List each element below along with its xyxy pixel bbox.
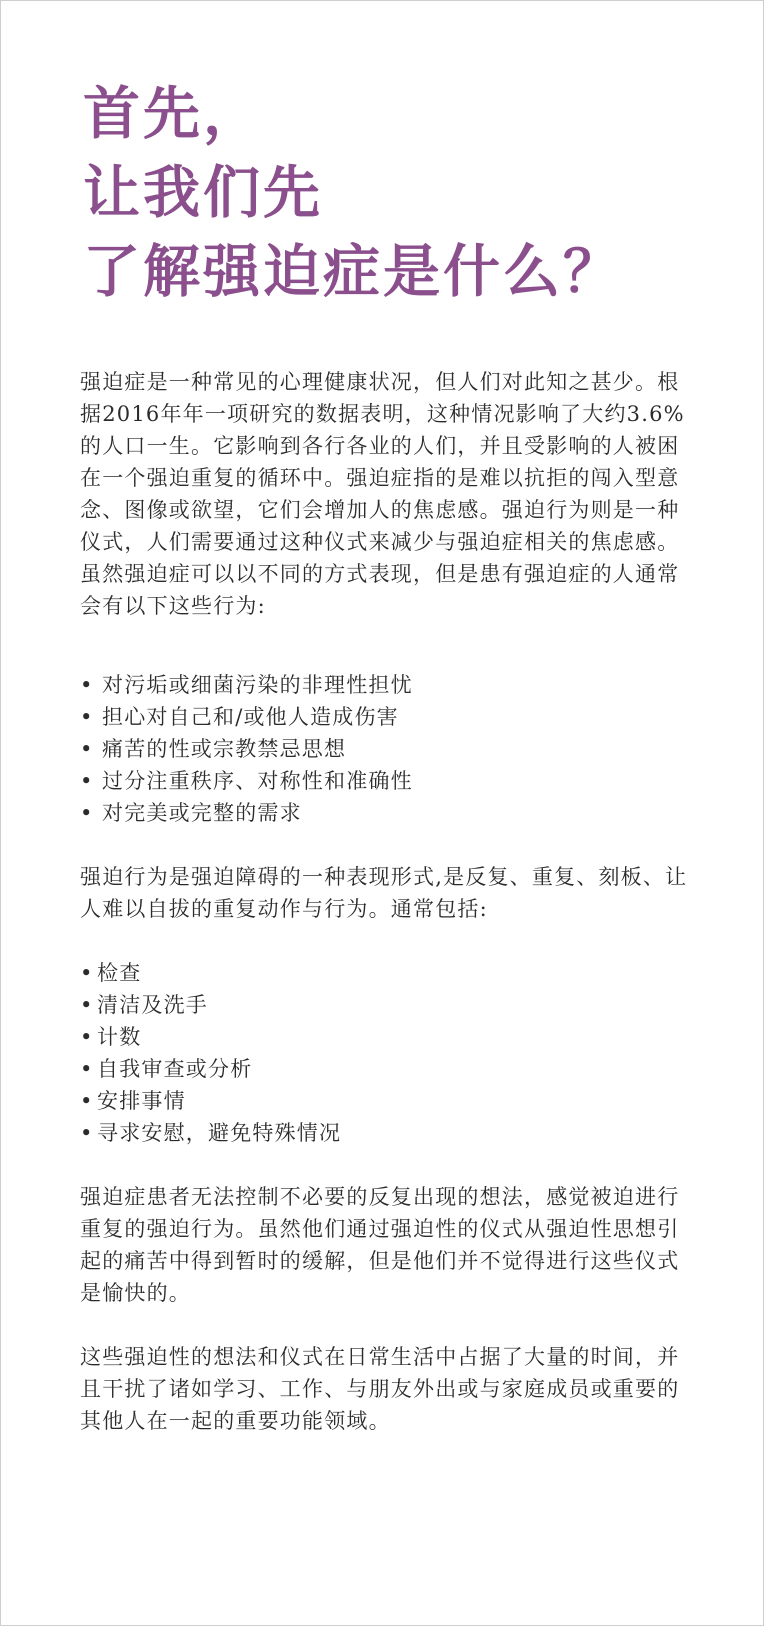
list-item: • 担心对自己和/或他人造成伤害 [80, 701, 700, 733]
obsessions-list [80, 669, 700, 829]
bullet-icon: • [80, 1057, 94, 1081]
list-item: • 计数 [80, 1021, 700, 1053]
bullet-icon: • [80, 801, 94, 825]
bullet-icon: • [80, 673, 94, 697]
list-item: • 寻求安慰，避免特殊情况 [80, 1117, 700, 1149]
title-line-1: 首先， [83, 81, 263, 147]
title-line-2: 让我们先 [83, 160, 323, 226]
list-item: • 安排事情 [80, 1085, 700, 1117]
bullet-icon: • [80, 1025, 94, 1049]
intro-paragraph: 强迫症是一种常见的心理健康状况，但人们对此知之甚少。根据2016年年一项研究的数据表明，这种情况影响了大约3.6% 的人口一生。它影响到各行各业的人们，并且受影响的人被困在一个强迫重复的循环中。强迫症指的是难以抗拒的闯入型意念、图像或欲望，它们会增加人的焦虑感。强迫行为则是一种仪式，人们需要通过这种仪式来减少与强迫症相关的焦虑感。虽然强迫症可以以不同的方式表现，但是患有强迫症的人通常会有以下这些行为: [80, 370, 685, 618]
paragraph-3: 强迫症患者无法控制不必要的反复出现的想法，感觉被迫进行重复的强迫行为。虽然他们通过强迫性的仪式从强迫性思想引起的痛苦中得到暂时的缓解，但是他们并不觉得进行这些仪式是愉快的。 [80, 1185, 680, 1305]
bullet-icon: • [80, 769, 94, 793]
list-item: • 过分注重秩序、对称性和准确性 [80, 765, 700, 797]
bullet-icon: • [80, 705, 94, 729]
bullet-icon: • [80, 993, 94, 1017]
page-title [83, 75, 623, 312]
list-item: • 检查 [80, 957, 700, 989]
list-item: • 清洁及洗手 [80, 989, 700, 1021]
list-item: • 痛苦的性或宗教禁忌思想 [80, 733, 700, 765]
compulsions-paragraph: 强迫行为是强迫障碍的一种表现形式,是反复、重复、刻板、让人难以自拔的重复动作与行为。通常包括: [80, 865, 688, 921]
list-item: • 对完美或完整的需求 [80, 797, 700, 829]
title-line-3: 了解强迫症是什么？ [83, 239, 623, 305]
list-item: • 对污垢或细菌污染的非理性担忧 [80, 669, 700, 701]
compulsions-list [80, 957, 700, 1149]
bullet-icon: • [80, 737, 94, 761]
list-item: • 自我审查或分析 [80, 1053, 700, 1085]
bullet-icon: • [80, 1121, 94, 1145]
bullet-icon: • [80, 961, 94, 985]
paragraph-4: 这些强迫性的想法和仪式在日常生活中占据了大量的时间，并且干扰了诸如学习、工作、与朋友外出或与家庭成员或重要的其他人在一起的重要功能领域。 [80, 1345, 680, 1433]
body-content [80, 366, 700, 1437]
bullet-icon: • [80, 1089, 94, 1113]
